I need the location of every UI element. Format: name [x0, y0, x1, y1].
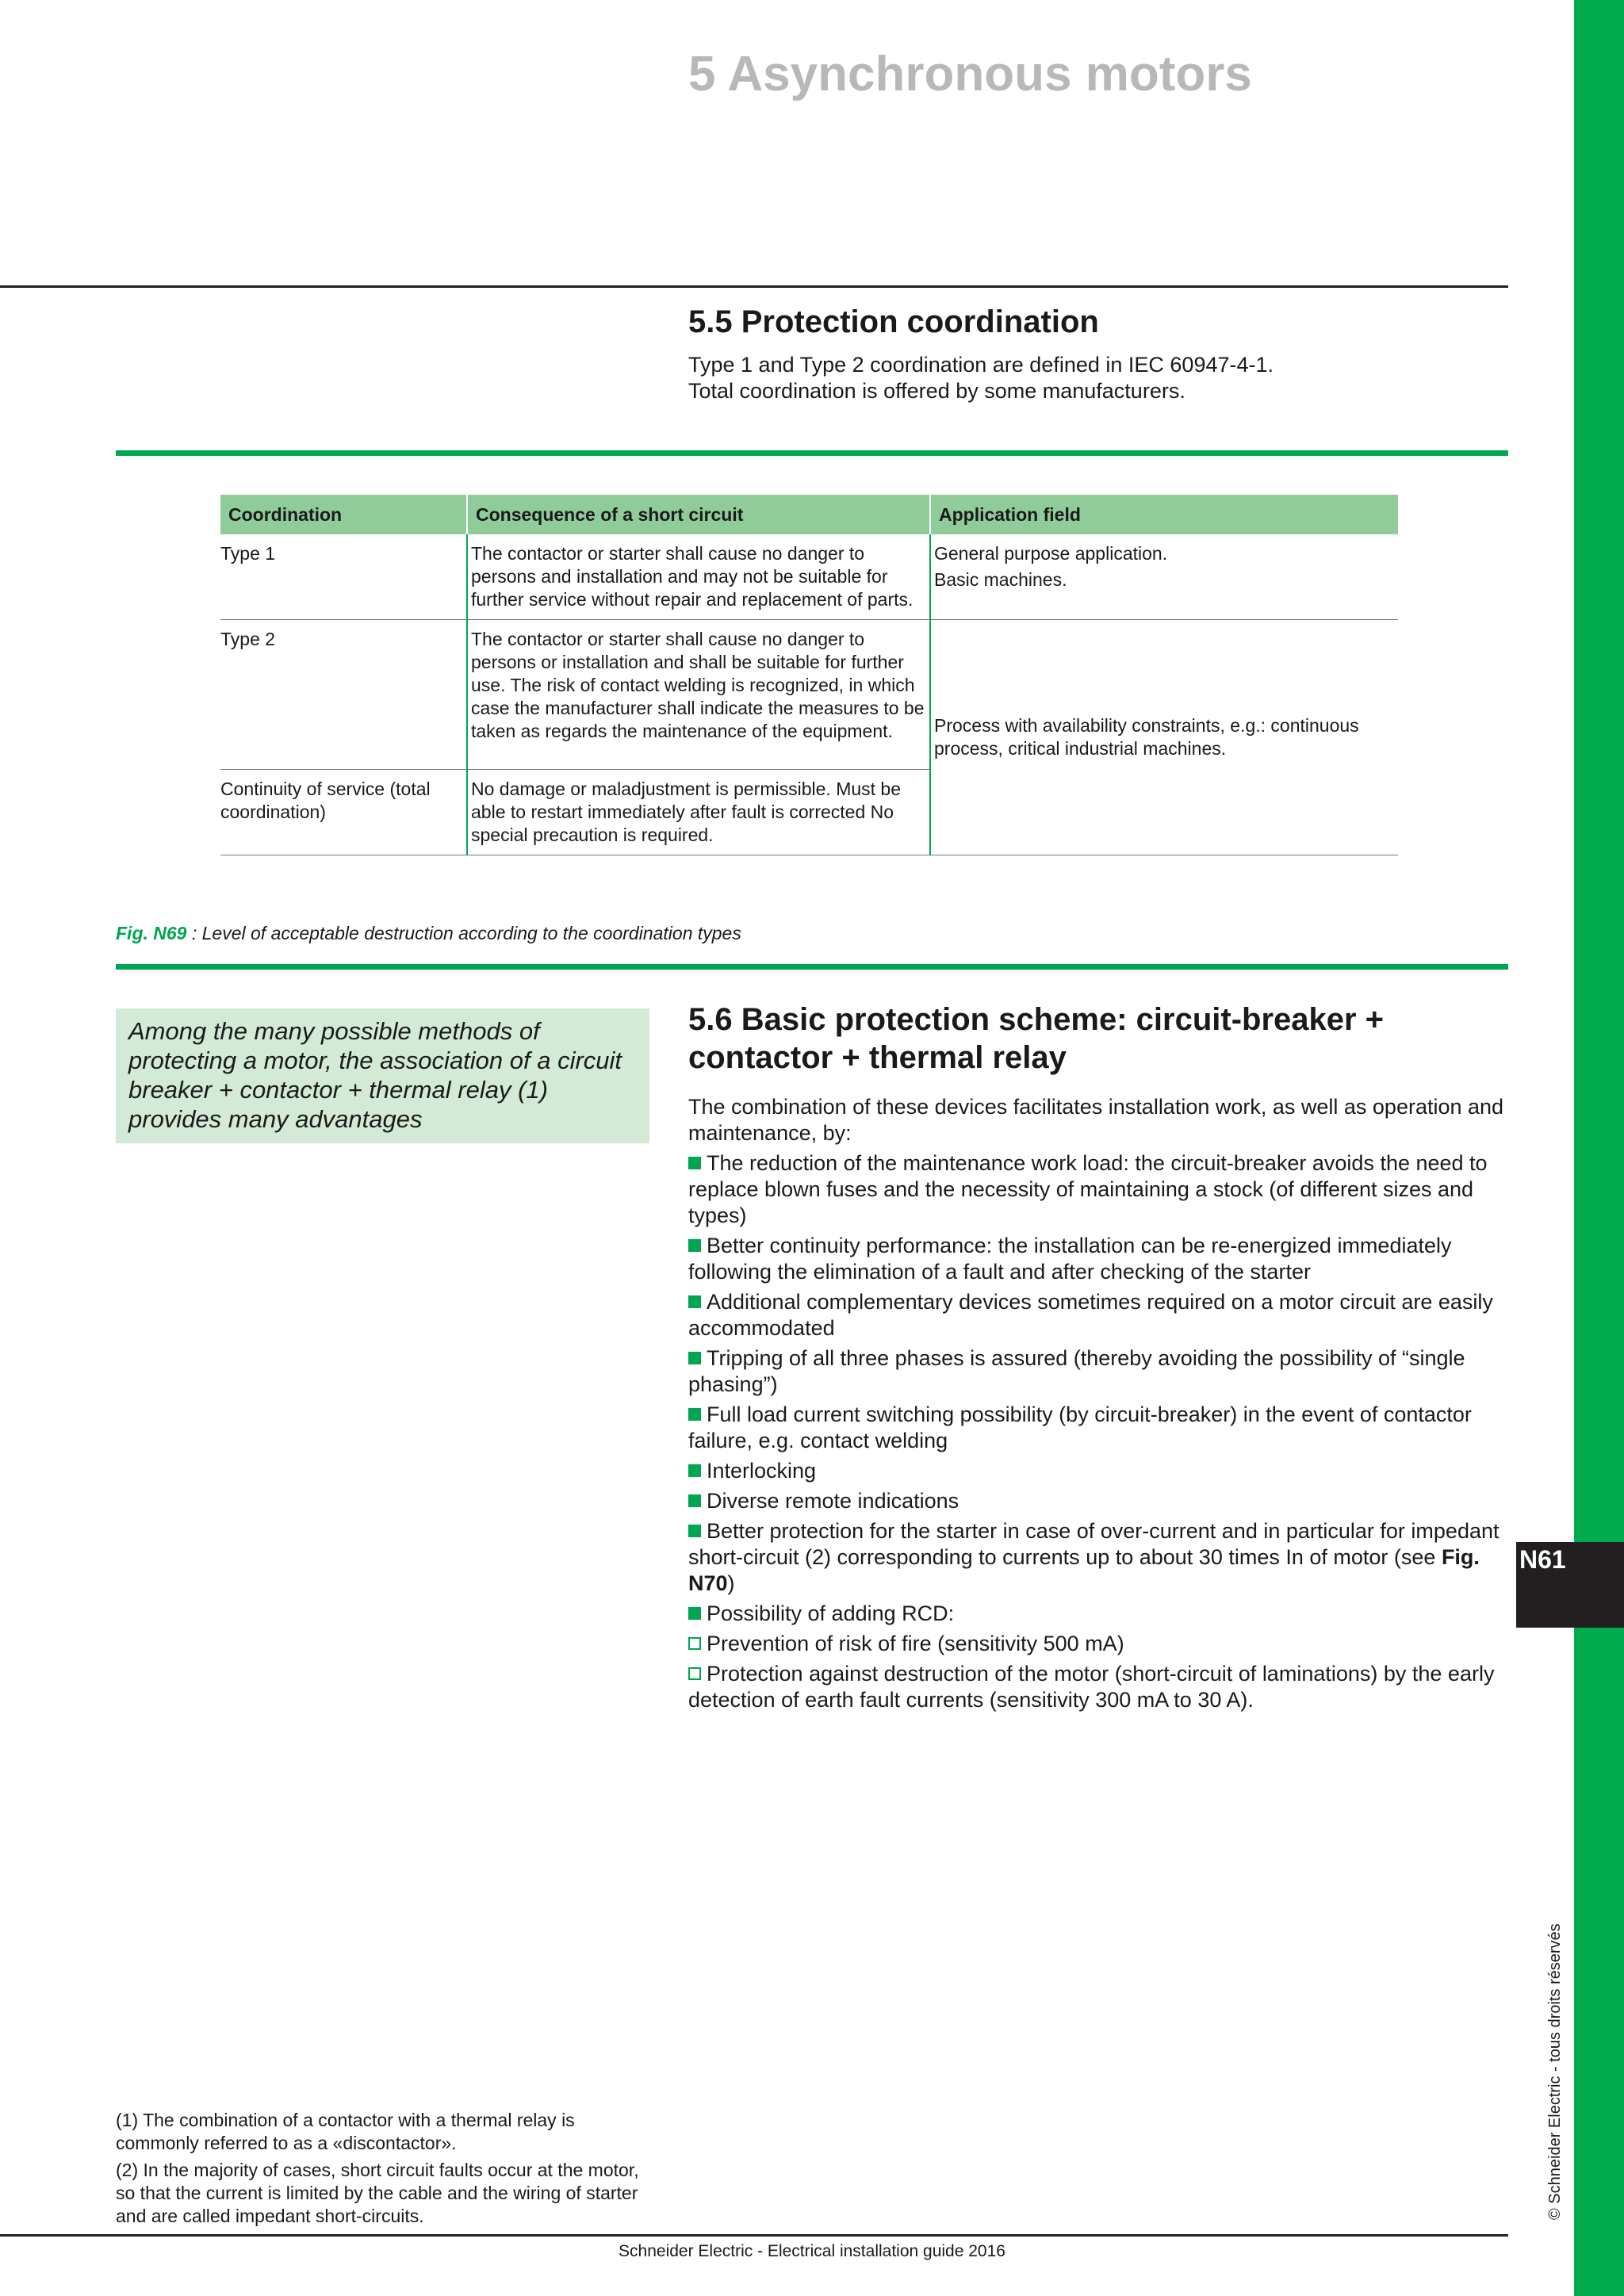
figure-caption — [116, 923, 741, 944]
green-rule — [116, 964, 1508, 970]
list-item: Better continuity performance: the installation can be re-energized immediately following the elimination of a fault and after checking of the starter — [688, 1234, 1452, 1284]
table-cell: The contactor or starter shall cause no danger to persons and installation and may not be suitable for further service without repair and replacement of parts. — [467, 534, 930, 620]
bullet-square-icon — [688, 1408, 701, 1421]
bullet-square-icon — [688, 1494, 701, 1507]
page-number-tab: N61 — [1516, 1542, 1624, 1628]
green-rule — [116, 450, 1508, 456]
bullet-square-icon — [688, 1464, 701, 1477]
list-item: Possibility of adding RCD: — [688, 1601, 1513, 1627]
column-header: Consequence of a short circuit — [467, 495, 930, 534]
table-cell: Type 2 — [220, 620, 467, 770]
advantages-list — [688, 1150, 1513, 1713]
copyright-notice: © Schneider Electric - tous droits réservés — [1546, 1923, 1564, 2220]
table-cell: Process with availability constraints, e.g.: continuous process, critical industrial machines. — [930, 620, 1398, 855]
list-item: Better protection for the starter in case of over-current and in particular for impedant short-circuit (2) corresponding to currents up to about 30 times In of motor (see Fig. N70) — [688, 1519, 1500, 1595]
coordination-table — [220, 495, 1398, 855]
column-header: Coordination — [220, 495, 467, 534]
table-row — [220, 534, 1398, 620]
table-cell — [930, 534, 1398, 620]
header-rule — [0, 285, 1508, 288]
right-green-bar — [1574, 0, 1624, 2296]
list-item: Interlocking — [688, 1458, 1513, 1484]
bullet-square-icon — [688, 1352, 701, 1364]
section-5-5 — [688, 303, 1513, 404]
bullet-hollow-square-icon — [688, 1637, 701, 1650]
table-cell: Continuity of service (total coordination) — [220, 770, 467, 855]
table-header-row — [220, 495, 1398, 534]
cell-line: Basic machines. — [934, 569, 1067, 590]
section-5-6 — [688, 1001, 1513, 1713]
footnote: (2) In the majority of cases, short circuit faults occur at the motor, so that the current is limited by the cable and the wiring of starter and are called impedant short-circuits. — [116, 2160, 639, 2226]
footnotes — [116, 2109, 655, 2232]
list-item: Diverse remote indications — [688, 1488, 1513, 1514]
figure-label: Fig. N69 — [116, 923, 187, 943]
bullet-square-icon — [688, 1157, 701, 1169]
bullet-square-icon — [688, 1295, 701, 1308]
section-intro: The combination of these devices facilitates installation work, as well as operation and maintenance, by: — [688, 1095, 1504, 1145]
sub-list-item: Prevention of risk of fire (sensitivity 500 mA) — [688, 1631, 1513, 1657]
list-item: Full load current switching possibility (by circuit-breaker) in the event of contactor failure, e.g. contact welding — [688, 1402, 1472, 1452]
section-heading: 5.6 Basic protection scheme: circuit-breaker + contactor + thermal relay — [688, 1002, 1385, 1075]
sub-list-item: Protection against destruction of the motor (short-circuit of laminations) by the early detection of earth fault currents (sensitivity 300 mA to 30 A). — [688, 1662, 1495, 1712]
margin-note: Among the many possible methods of protecting a motor, the association of a circuit breaker + contactor + thermal relay (1) provides many advantages — [116, 1008, 649, 1143]
intro-line: Total coordination is offered by some manufacturers. — [688, 379, 1185, 403]
list-item: Additional complementary devices sometimes required on a motor circuit are easily accommodated — [688, 1290, 1493, 1340]
list-item: The reduction of the maintenance work load: the circuit-breaker avoids the need to replace blown fuses and the necessity of maintaining a stock (of different sizes and types) — [688, 1151, 1488, 1227]
cell-line: General purpose application. — [934, 543, 1168, 564]
table-row — [220, 620, 1398, 770]
figure-reference: Fig. N70 — [688, 1545, 1480, 1595]
page-footer: Schneider Electric - Electrical installation guide 2016 — [619, 2242, 1005, 2260]
caption-text: : Level of acceptable destruction according to the coordination types — [186, 923, 741, 943]
column-header: Application field — [930, 495, 1398, 534]
chapter-title: 5 Asynchronous motors — [688, 47, 1252, 101]
list-item: Tripping of all three phases is assured (thereby avoiding the possibility of “single phasing”) — [688, 1346, 1465, 1396]
bullet-square-icon — [688, 1607, 701, 1620]
table-cell: Type 1 — [220, 534, 467, 620]
table-cell: The contactor or starter shall cause no danger to persons or installation and shall be suitable for further use. The risk of contact welding is recognized, in which case the manufacturer shall indicate the measures to be taken as regards the maintenance of the equipment. — [467, 620, 930, 770]
bullet-square-icon — [688, 1525, 701, 1537]
section-heading: 5.5 Protection coordination — [688, 304, 1099, 339]
bullet-hollow-square-icon — [688, 1667, 701, 1680]
bullet-square-icon — [688, 1239, 701, 1252]
intro-line: Type 1 and Type 2 coordination are defined in IEC 60947-4-1. — [688, 353, 1274, 377]
footnote: (1) The combination of a contactor with a thermal relay is commonly referred to as a «discontactor». — [116, 2110, 575, 2153]
table-cell: No damage or maladjustment is permissible. Must be able to restart immediately after fault is corrected No special precaution is required. — [467, 770, 930, 855]
footer-rule — [0, 2234, 1508, 2237]
